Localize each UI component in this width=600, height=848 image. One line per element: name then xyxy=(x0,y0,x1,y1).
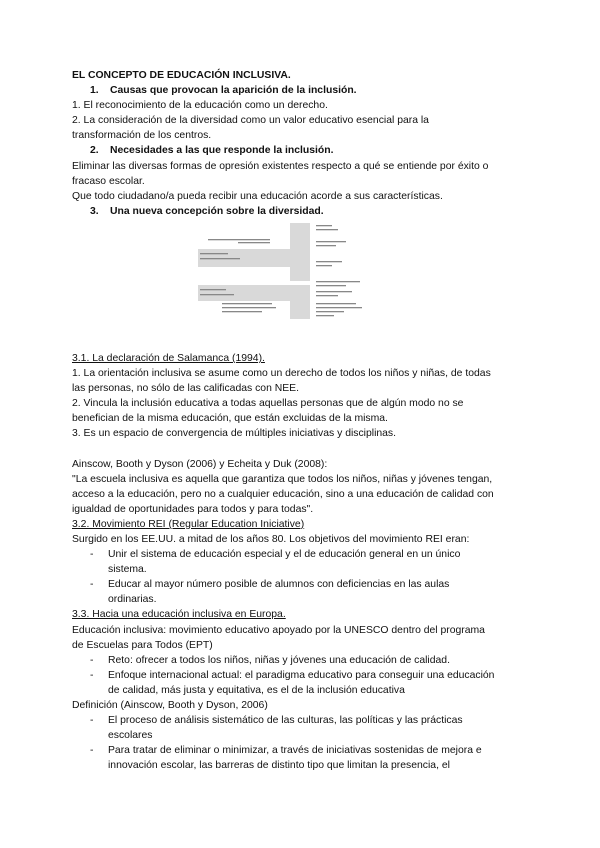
paragraph-line: Educación inclusiva: movimiento educativo apoyado por la UNESCO dentro del programa xyxy=(72,624,485,636)
citation-authors: Ainscow, Booth y Dyson (2006) y Echeita y Duk (2008): xyxy=(72,458,328,470)
list-item-line: sistema. xyxy=(108,564,147,576)
paragraph-line: 3. Es un espacio de convergencia de múltiples iniciativas y disciplinas. xyxy=(72,428,397,440)
paragraph-line: de Escuelas para Todos (EPT) xyxy=(72,639,213,651)
section-heading-2 xyxy=(72,143,532,158)
definition-list xyxy=(72,713,532,773)
list-item-line: de calidad, más justa y equitativa, es el de la inclusión educativa xyxy=(108,684,405,696)
list-item xyxy=(72,668,532,698)
quote-line: acceso a la educación, pero no a cualquier educación, sino a una educación de calidad con xyxy=(72,488,494,500)
definition-heading: Definición (Ainscow, Booth y Dyson, 2006) xyxy=(72,700,268,711)
list-item-line: ordinarias. xyxy=(108,594,157,606)
paragraph-line: Que todo ciudadano/a pueda recibir una educación acorde a sus características. xyxy=(72,190,443,202)
list-item-line: - Para tratar de eliminar o minimizar, a través de iniciativas sostenidas de mejora e xyxy=(108,745,482,757)
paragraph-line: 2. La consideración de la diversidad como un valor educativo esencial para la xyxy=(72,115,429,127)
list-item-line: innovación escolar, las barreras de distinto tipo que limitan la presencia, el xyxy=(108,760,450,772)
paragraph-line: benefician de la misma educación, que están excluidas de la misma. xyxy=(72,413,388,425)
paragraph-line: 1. La orientación inclusiva se asume como un derecho de todos los niños y niñas, de todas xyxy=(72,368,491,380)
paragraph-line: 2. Vincula la inclusión educativa a todas aquellas personas que de algún modo no se xyxy=(72,398,464,410)
section-number: 1. xyxy=(90,85,99,97)
diagram-image xyxy=(198,223,408,343)
list-item xyxy=(72,743,532,773)
quote-line: igualdad de oportunidades para todos y para todas". xyxy=(72,503,314,515)
diversity-diagram xyxy=(72,223,532,343)
section-heading-3 xyxy=(72,204,532,219)
section-number: 2. xyxy=(90,145,99,157)
section-heading-text: Una nueva concepción sobre la diversidad. xyxy=(110,205,324,217)
paragraph-line: Surgido en los EE.UU. a mitad de los años 80. Los objetivos del movimiento REI eran: xyxy=(72,533,470,545)
paragraph-line: Eliminar las diversas formas de opresión existentes respecto a qué se entiende por éxito o xyxy=(72,160,489,172)
list-item-line: - Educar al mayor número posible de alumnos con deficiencias en las aulas xyxy=(108,579,450,591)
paragraph-line: las personas, no sólo de las calificadas con NEE. xyxy=(72,383,299,395)
list-item-line: - Reto: ofrecer a todos los niños, niñas y jóvenes una educación de calidad. xyxy=(108,654,450,666)
section-heading-1 xyxy=(72,83,532,98)
subsection-heading-rei: 3.2. Movimiento REI (Regular Education Iniciative) xyxy=(72,518,305,530)
document-title: EL CONCEPTO DE EDUCACIÓN INCLUSIVA. xyxy=(72,70,291,81)
paragraph-line: fracaso escolar. xyxy=(72,175,145,187)
europa-list xyxy=(72,653,532,698)
subsection-heading-europa: 3.3. Hacia una educación inclusiva en Europa. xyxy=(72,609,286,621)
section-heading-text: Necesidades a las que responde la inclusión. xyxy=(110,145,334,157)
list-item-line: - El proceso de análisis sistemático de las culturas, las políticas y las prácticas xyxy=(108,715,463,727)
section-number: 3. xyxy=(90,205,99,217)
subsection-heading-salamanca: 3.1. La declaración de Salamanca (1994). xyxy=(72,352,265,364)
list-item xyxy=(72,577,532,607)
document-body xyxy=(72,68,532,773)
paragraph-line: transformación de los centros. xyxy=(72,130,212,142)
list-item xyxy=(72,547,532,577)
section-heading-text: Causas que provocan la aparición de la inclusión. xyxy=(110,85,357,97)
rei-objectives-list xyxy=(72,547,532,607)
list-item xyxy=(72,713,532,743)
list-item-line: - Enfoque internacional actual: el paradigma educativo para conseguir una educación xyxy=(108,669,495,681)
list-item-line: escolares xyxy=(108,730,153,742)
list-item-line: - Unir el sistema de educación especial y el de educación general en un único xyxy=(108,549,461,561)
paragraph-line: 1. El reconocimiento de la educación como un derecho. xyxy=(72,100,328,112)
blank-line xyxy=(72,442,532,457)
quote-line: "La escuela inclusiva es aquella que garantiza que todos los niños, niñas y jóvenes tengan, xyxy=(72,473,493,485)
list-item xyxy=(72,653,532,668)
